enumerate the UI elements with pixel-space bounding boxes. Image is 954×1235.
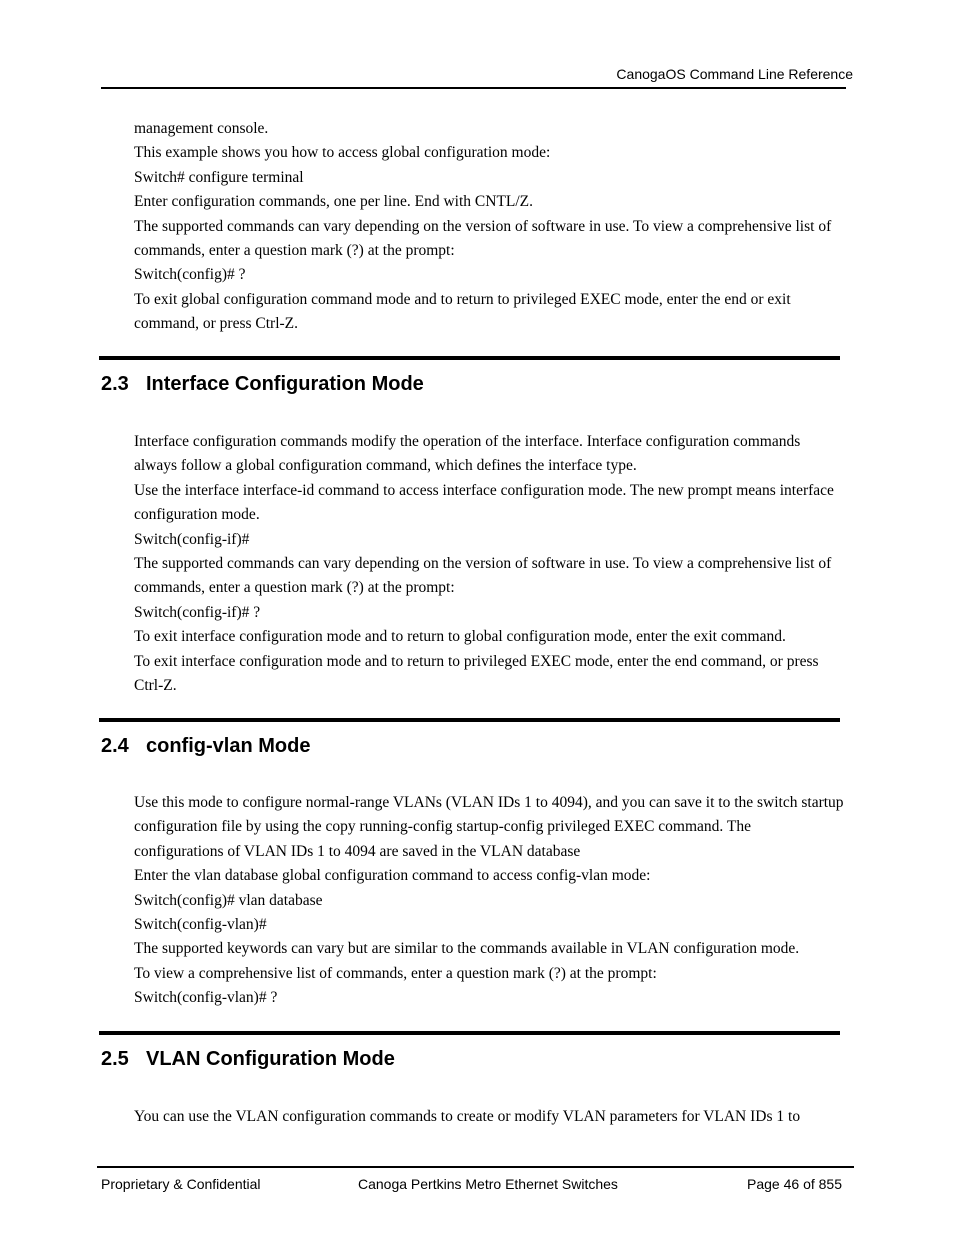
section-body-2-4 [134,791,844,1011]
section-number: 2.5 [101,1048,129,1070]
paragraph: This example shows you how to access global configuration mode: [134,144,551,162]
section-title: VLAN Configuration Mode [146,1048,395,1070]
section-rule [99,718,840,722]
paragraph: To exit interface configuration mode and to return to global configuration mode, enter the exit command. [134,628,786,646]
paragraph: management console. [134,120,269,137]
section-heading-2-5 [101,1048,395,1071]
section-body-2-3 [134,430,844,698]
footer-center: Canoga Pertkins Metro Ethernet Switches [358,1176,618,1192]
footer-page-number: Page 46 of 855 [747,1176,842,1192]
footer-rule [97,1166,854,1168]
paragraph: You can use the VLAN configuration commands to create or modify VLAN parameters for VLAN IDs 1 to [134,1108,801,1125]
section-rule [99,356,840,360]
section-rule [99,1031,840,1035]
command-example: Switch(config)# vlan database [134,891,323,909]
paragraph: Enter configuration commands, one per line. End with CNTL/Z. [134,193,534,211]
command-example: Switch(config-vlan)# ? [134,989,278,1007]
header-rule [101,87,846,89]
section-title: Interface Configuration Mode [146,373,424,395]
command-example: Switch(config-if)# [134,530,250,548]
section-number: 2.3 [101,373,129,395]
command-example: Switch# configure terminal [134,168,304,186]
section-body-2-5 [134,1105,844,1129]
command-example: Switch(config)# ? [134,266,246,284]
section-title: config-vlan Mode [146,735,311,757]
intro-block [134,117,844,337]
paragraph: To exit global configuration command mode and to return to privileged EXEC mode, enter the end or exit command, or press Ctrl-Z. [134,290,791,333]
command-example: Switch(config-if)# ? [134,603,261,621]
footer-left: Proprietary & Confidential [101,1176,261,1192]
paragraph: Enter the vlan database global configuration command to access config-vlan mode: [134,867,651,885]
section-heading-2-4 [101,735,310,758]
page-header-title: CanogaOS Command Line Reference [616,66,853,82]
paragraph: Use this mode to configure normal-range VLANs (VLAN IDs 1 to 4094), and you can save it to the switch startup configuration file by using the copy running-config startup-config privileged EXEC command. The configurations of VLAN IDs 1 to 4094 are saved in the VLAN database [134,794,844,860]
section-number: 2.4 [101,735,129,757]
paragraph: The supported commands can vary depending on the version of software in use. To view a comprehensive list of commands, enter a question mark (?) at the prompt: [134,217,832,260]
section-heading-2-3 [101,373,424,396]
paragraph: Interface configuration commands modify the operation of the interface. Interface configuration commands always follow a global configuration command, which defines the interface type. [134,433,801,475]
command-example: Switch(config-vlan)# [134,916,267,934]
paragraph: The supported keywords can vary but are similar to the commands available in VLAN configuration mode. [134,940,800,958]
paragraph: To exit interface configuration mode and to return to privileged EXEC mode, enter the end command, or press Ctrl-Z. [134,652,819,695]
paragraph: The supported commands can vary depending on the version of software in use. To view a comprehensive list of commands, enter a question mark (?) at the prompt: [134,555,832,597]
paragraph: To view a comprehensive list of commands, enter a question mark (?) at the prompt: [134,964,657,982]
paragraph: Use the interface interface-id command to access interface configuration mode. The new prompt means interface configuration mode. [134,481,834,524]
